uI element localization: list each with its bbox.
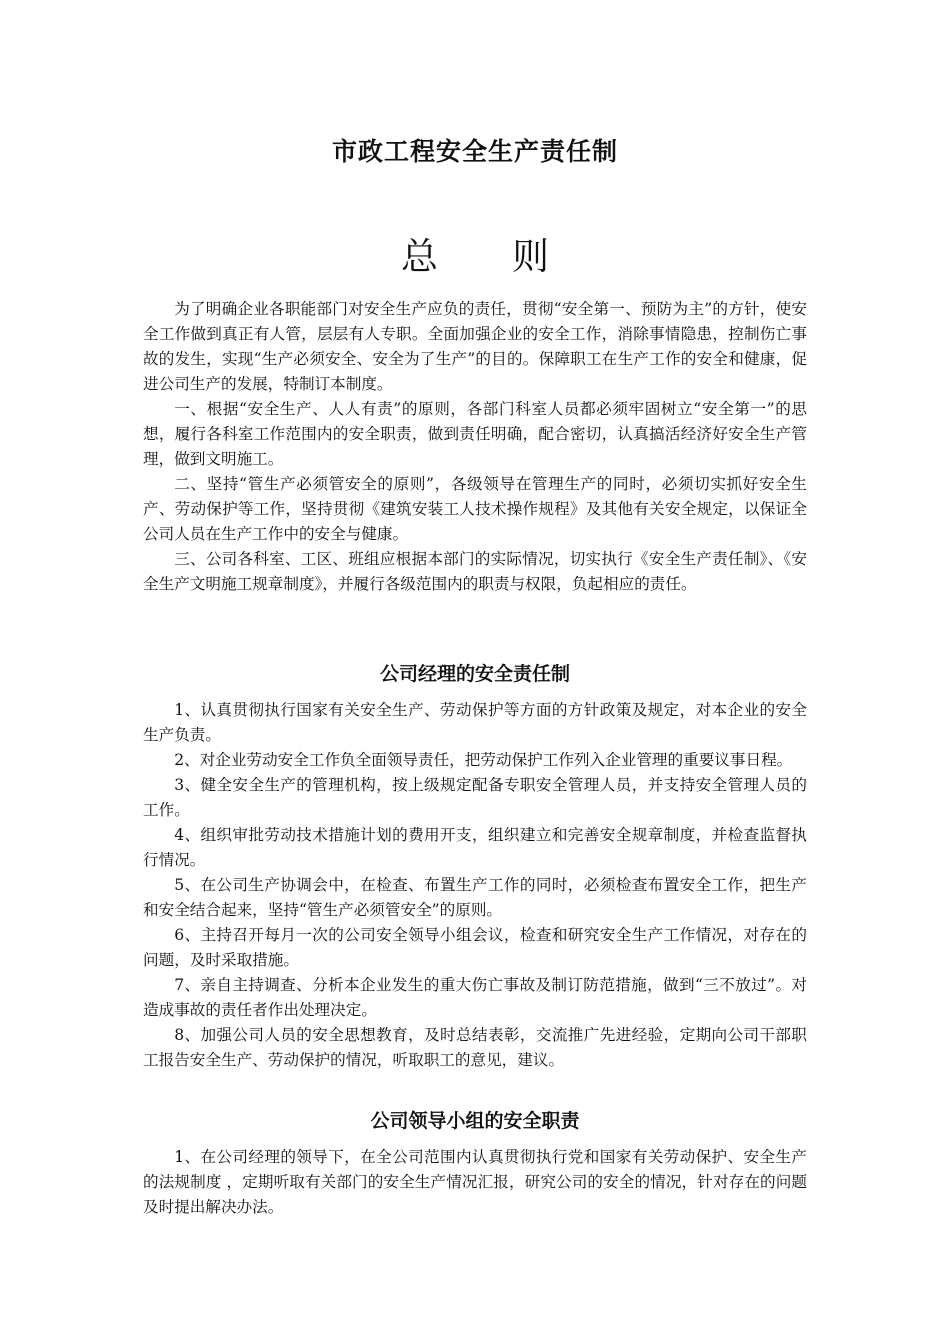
manager-clause: 7、亲自主持调查、分析本企业发生的重大伤亡事故及制订防范措施，做到“三不放过”。对造成事故的责任者作出处理决定。 xyxy=(143,976,807,1019)
group-section xyxy=(143,1145,807,1220)
group-clause: 1、在公司经理的领导下，在全公司范围内认真贯彻执行党和国家有关劳动保护、安全生产的法规制度 ，定期听取有关部门的安全生产情况汇报，研究公司的安全的情况，针对存在的问题及时提出解决办法。 xyxy=(143,1148,807,1216)
group-section-title: 公司领导小组的安全职责 xyxy=(370,1110,580,1132)
manager-clause: 8、加强公司人员的安全思想教育，及时总结表彰，交流推广先进经验，定期向公司干部职工报告安全生产、劳动保护的情况，听取职工的意见，建议。 xyxy=(143,1026,807,1069)
intro-paragraph: 为了明确企业各职能部门对安全生产应负的责任，贯彻“安全第一、预防为主”的方针，使安全工作做到真正有人管，层层有人专职。全面加强企业的安全工作，消除事情隐患，控制伤亡事故的发生，实现“生产必须安全、安全为了生产”的目的。保障职工在生产工作的安全和健康，促进公司生产的发展，特制订本制度。 xyxy=(143,300,807,393)
manager-clause: 4、组织审批劳动技术措施计划的费用开支，组织建立和完善安全规章制度，并检查监督执行情况。 xyxy=(143,826,807,869)
intro-paragraph: 三、公司各科室、工区、班组应根据本部门的实际情况，切实执行《安全生产责任制》、《安全生产文明施工规章制度》，并履行各级范围内的职责与权限，负起相应的责任。 xyxy=(143,550,807,593)
manager-clause: 2、对企业劳动安全工作负全面领导责任，把劳动保护工作列入企业管理的重要议事日程。 xyxy=(174,751,793,769)
intro-paragraph: 一、根据“安全生产、人人有责”的原则，各部门科室人员都必须牢固树立“安全第一”的思想，履行各科室工作范围内的安全职责，做到责任明确，配合密切，认真搞活经济好安全生产管理，做到文明施工。 xyxy=(143,400,807,468)
manager-clause: 3、健全安全生产的管理机构，按上级规定配备专职安全管理人员，并支持安全管理人员的工作。 xyxy=(143,776,807,819)
section-title-general: 总 则 xyxy=(401,235,549,278)
manager-section-title: 公司经理的安全责任制 xyxy=(379,663,570,685)
document-title: 市政工程安全生产责任制 xyxy=(331,137,618,166)
intro-section xyxy=(143,297,807,597)
intro-paragraph: 二、坚持“管生产必须管安全的原则”，各级领导在管理生产的同时，必须切实抓好安全生产、劳动保护等工作，坚持贯彻《建筑安装工人技术操作规程》及其他有关安全规定，以保证全公司人员在生产工作中的安全与健康。 xyxy=(143,475,807,543)
manager-clause: 5、在公司生产协调会中，在检查、布置生产工作的同时，必须检查布置安全工作，把生产和安全结合起来，坚持“管生产必须管安全”的原则。 xyxy=(143,876,807,919)
manager-clause: 6、主持召开每月一次的公司安全领导小组会议，检查和研究安全生产工作情况，对存在的问题，及时采取措施。 xyxy=(143,926,807,969)
manager-clause: 1、认真贯彻执行国家有关安全生产、劳动保护等方面的方针政策及规定，对本企业的安全生产负责。 xyxy=(143,701,807,744)
manager-section xyxy=(143,698,807,1073)
